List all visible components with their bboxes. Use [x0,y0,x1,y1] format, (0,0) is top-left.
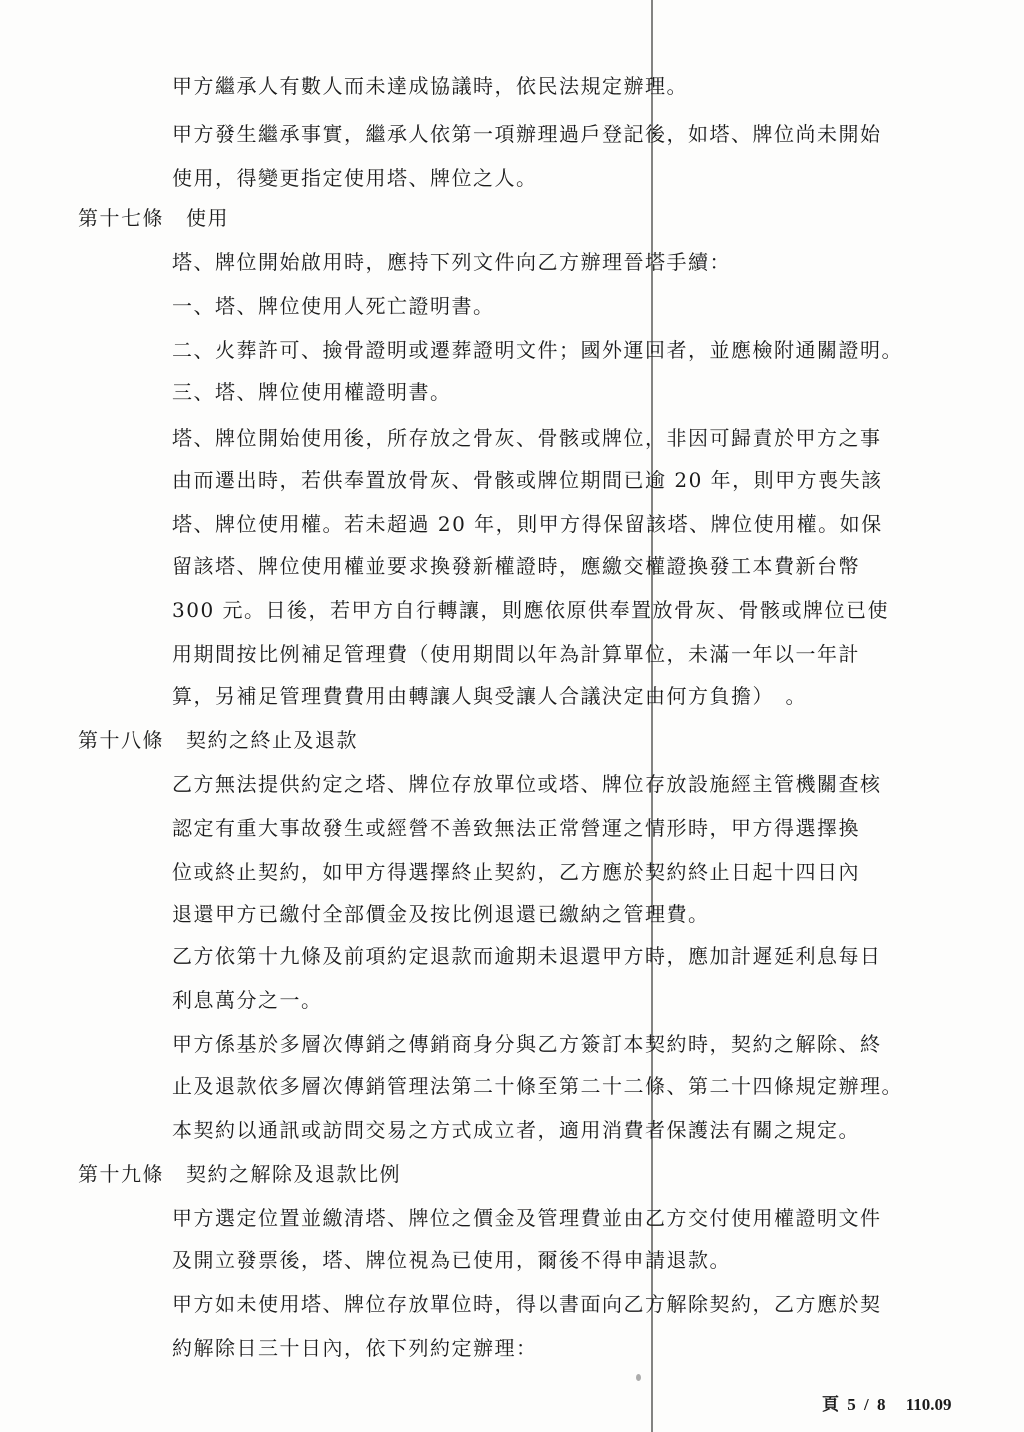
paragraph-line: 本契約以通訊或訪問交易之方式成立者，適用消費者保護法有關之規定。 [172,1118,860,1142]
paragraph-line: 300 元。日後，若甲方自行轉讓，則應依原供奉置放骨灰、骨骸或牌位已使 [172,598,890,622]
paragraph-line: 甲方選定位置並繳清塔、牌位之價金及管理費並由乙方交付使用權證明文件 [172,1206,882,1230]
article-19-heading [78,1160,401,1188]
article-number: 第十七條 [78,206,164,230]
paragraph-line: 使用，得變更指定使用塔、牌位之人。 [172,166,538,190]
page-separator: / [864,1395,869,1414]
paragraph-line: 塔、牌位使用權。若未超過 20 年，則甲方得保留該塔、牌位使用權。如保 [172,512,883,536]
page-total: 8 [876,1395,886,1414]
paragraph-line: 乙方依第十九條及前項約定退款而逾期未退還甲方時，應加計遲延利息每日 [172,944,882,968]
paragraph-line: 甲方繼承人有數人而未達成協議時，依民法規定辦理。 [172,74,688,98]
article-number: 第十八條 [78,728,164,752]
paragraph-line: 甲方如未使用塔、牌位存放單位時，得以書面向乙方解除契約，乙方應於契 [172,1292,882,1316]
paragraph-line: 止及退款依多層次傳銷管理法第二十條至第二十二條、第二十四條規定辦理。 [172,1074,903,1098]
paragraph-line: 塔、牌位開始使用後，所存放之骨灰、骨骸或牌位，非因可歸責於甲方之事 [172,426,882,450]
page-current: 5 [847,1395,856,1414]
paragraph-line: 退還甲方已繳付全部價金及按比例退還已繳納之管理費。 [172,902,710,926]
version-number: 110.09 [905,1395,952,1414]
article-title: 契約之終止及退款 [186,728,358,752]
scan-speck [636,1374,641,1381]
paragraph-line: 及開立發票後，塔、牌位視為已使用，爾後不得申請退款。 [172,1248,731,1272]
paragraph-line: 位或終止契約，如甲方得選擇終止契約，乙方應於契約終止日起十四日內 [172,860,860,884]
article-18-heading [78,726,358,754]
paragraph-line: 乙方無法提供約定之塔、牌位存放單位或塔、牌位存放設施經主管機關查核 [172,772,882,796]
paragraph-line: 算，另補足管理費費用由轉讓人與受讓人合議決定由何方負擔） 。 [172,684,807,708]
page-footer [822,1390,956,1415]
paragraph-line: 塔、牌位開始啟用時，應持下列文件向乙方辦理晉塔手續： [172,250,731,274]
paragraph-line: 甲方係基於多層次傳銷之傳銷商身分與乙方簽訂本契約時，契約之解除、終 [172,1032,882,1056]
paragraph-line: 留該塔、牌位使用權並要求換發新權證時，應繳交權證換發工本費新台幣 [172,554,860,578]
article-17-heading [78,204,229,232]
paragraph-line: 由而遷出時，若供奉置放骨灰、骨骸或牌位期間已逾 20 年，則甲方喪失該 [172,468,883,492]
article-number: 第十九條 [78,1162,164,1186]
page-label: 頁 [822,1395,839,1414]
article-title: 使用 [186,206,229,230]
paragraph-line: 利息萬分之一。 [172,988,323,1012]
paragraph-line: 約解除日三十日內，依下列約定辦理： [172,1336,538,1360]
list-item: 二、火葬許可、撿骨證明或遷葬證明文件；國外運回者，並應檢附通關證明。 [172,338,903,362]
list-item: 一、塔、牌位使用人死亡證明書。 [172,294,495,318]
list-item: 三、塔、牌位使用權證明書。 [172,380,452,404]
article-title: 契約之解除及退款比例 [186,1162,401,1186]
paragraph-line: 甲方發生繼承事實，繼承人依第一項辦理過戶登記後，如塔、牌位尚未開始 [172,122,882,146]
paragraph-line: 認定有重大事故發生或經營不善致無法正常營運之情形時，甲方得選擇換 [172,816,860,840]
paragraph-line: 用期間按比例補足管理費（使用期間以年為計算單位，未滿一年以一年計 [172,642,860,666]
